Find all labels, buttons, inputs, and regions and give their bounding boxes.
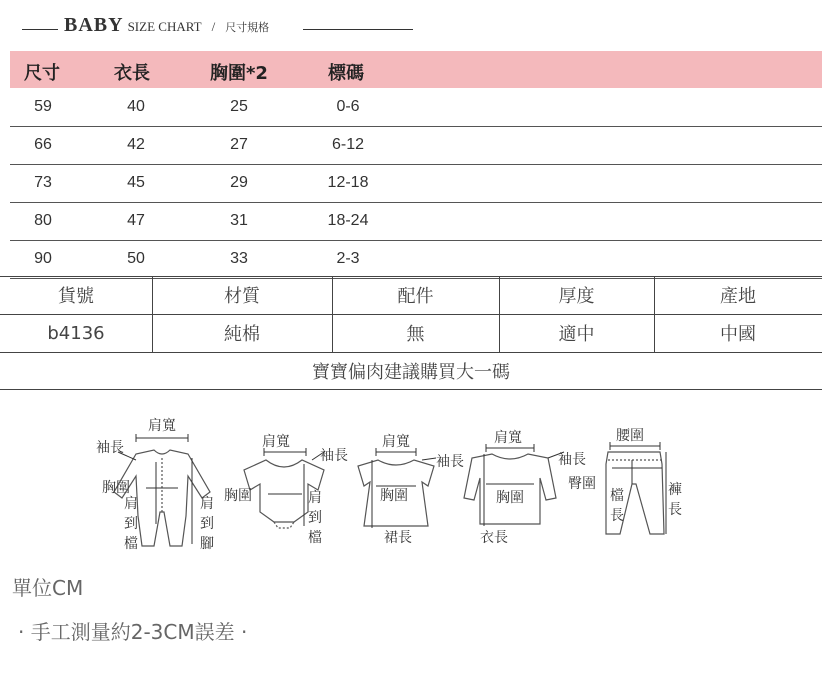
table-row [10, 88, 822, 127]
label-pants-length-2: 長 [668, 502, 682, 518]
label-shoulder-foot-2: 到 [200, 516, 214, 532]
info-header-origin: 產地 [720, 286, 756, 307]
bodysuit-illustration [220, 430, 360, 555]
cell-tag: 2-3 [336, 250, 360, 267]
label-chest: 胸圍 [380, 488, 408, 504]
measurement-error-note: · 手工測量約2-3CM誤差 · [18, 620, 248, 644]
label-shoulder-crotch-3: 檔 [124, 536, 138, 552]
info-value-material: 純棉 [224, 324, 260, 345]
title-sub: SIZE CHART [127, 19, 202, 34]
info-value-accessories: 無 [406, 324, 425, 345]
info-rule [0, 389, 822, 390]
table-row [10, 164, 822, 203]
cell-chest: 31 [230, 212, 248, 229]
label-sleeve: 袖長 [96, 440, 124, 456]
cell-tag: 18-24 [327, 212, 369, 229]
label-shoulder: 肩寬 [382, 434, 410, 450]
table-row [10, 240, 822, 279]
cell-size: 90 [34, 250, 52, 267]
cell-chest: 27 [230, 136, 248, 153]
table-row [10, 202, 822, 241]
label-chest: 胸圍 [496, 490, 524, 506]
label-shoulder: 肩寬 [262, 434, 290, 450]
label-chest: 胸圍 [102, 480, 130, 496]
label-chest: 胸圍 [224, 488, 252, 504]
label-shoulder-crotch-3: 檔 [308, 530, 322, 546]
label-shoulder-foot-1: 肩 [200, 496, 214, 512]
cell-size: 73 [34, 174, 52, 191]
label-shoulder-crotch-2: 到 [308, 510, 322, 526]
info-header-material: 材質 [224, 286, 260, 307]
header-size: 尺寸 [24, 63, 60, 84]
cell-tag: 0-6 [336, 98, 360, 115]
cell-length: 47 [127, 212, 145, 229]
info-value-item-no: b4136 [47, 322, 105, 344]
info-header-item-no: 貨號 [58, 286, 94, 307]
table-row [10, 126, 822, 165]
header-tag: 標碼 [328, 63, 364, 84]
cell-length: 50 [127, 250, 145, 267]
label-shoulder-foot-3: 腳 [200, 536, 214, 552]
info-value-origin: 中國 [720, 324, 756, 345]
label-shoulder-crotch-1: 肩 [308, 490, 322, 506]
cell-size: 59 [34, 98, 52, 115]
bodysuit-diagram [220, 430, 360, 560]
cell-size: 66 [34, 136, 52, 153]
title-rule-right [303, 29, 413, 30]
label-waist: 腰圍 [616, 428, 644, 444]
label-shoulder: 肩寬 [494, 430, 522, 446]
header-chest: 胸圍*2 [210, 63, 268, 84]
label-crotch-2: 長 [610, 508, 624, 524]
romper-diagram [92, 412, 232, 567]
header-length: 衣長 [114, 63, 150, 84]
product-info-table [0, 276, 822, 390]
title-text [64, 14, 269, 37]
title-slash: / [211, 19, 216, 34]
cell-length: 42 [127, 136, 145, 153]
title-cjk: 尺寸規格 [225, 21, 270, 34]
label-shoulder: 肩寬 [148, 418, 176, 434]
title-brand: BABY [64, 14, 124, 36]
cell-chest: 29 [230, 174, 248, 191]
cell-length: 45 [127, 174, 145, 191]
sizing-advice: 寶寶偏肉建議購買大一碼 [312, 361, 510, 383]
cell-tag: 12-18 [327, 174, 369, 191]
label-sleeve: 袖長 [558, 452, 586, 468]
label-skirt-length: 裙長 [384, 530, 412, 546]
label-sleeve: 袖長 [436, 454, 464, 470]
unit-note: 單位CM [12, 576, 84, 600]
label-pants-length-1: 褲 [668, 482, 682, 498]
label-sleeve: 袖長 [320, 448, 348, 464]
info-header-thickness: 厚度 [558, 286, 595, 307]
size-table-header [10, 51, 822, 88]
label-shoulder-crotch-2: 到 [124, 516, 138, 532]
pants-diagram [568, 424, 718, 554]
cell-length: 40 [127, 98, 145, 115]
info-value-thickness: 適中 [558, 324, 595, 345]
title-rule-left [22, 29, 58, 30]
cell-chest: 25 [230, 98, 248, 115]
label-hip: 臀圍 [568, 476, 596, 492]
label-length: 衣長 [480, 530, 508, 546]
pants-illustration [568, 424, 718, 549]
romper-illustration [92, 412, 232, 562]
cell-tag: 6-12 [331, 136, 365, 153]
cell-chest: 33 [230, 250, 248, 267]
label-crotch-1: 檔 [610, 488, 624, 504]
label-shoulder-crotch-1: 肩 [124, 496, 138, 512]
info-header-accessories: 配件 [397, 286, 434, 307]
cell-size: 80 [34, 212, 52, 229]
